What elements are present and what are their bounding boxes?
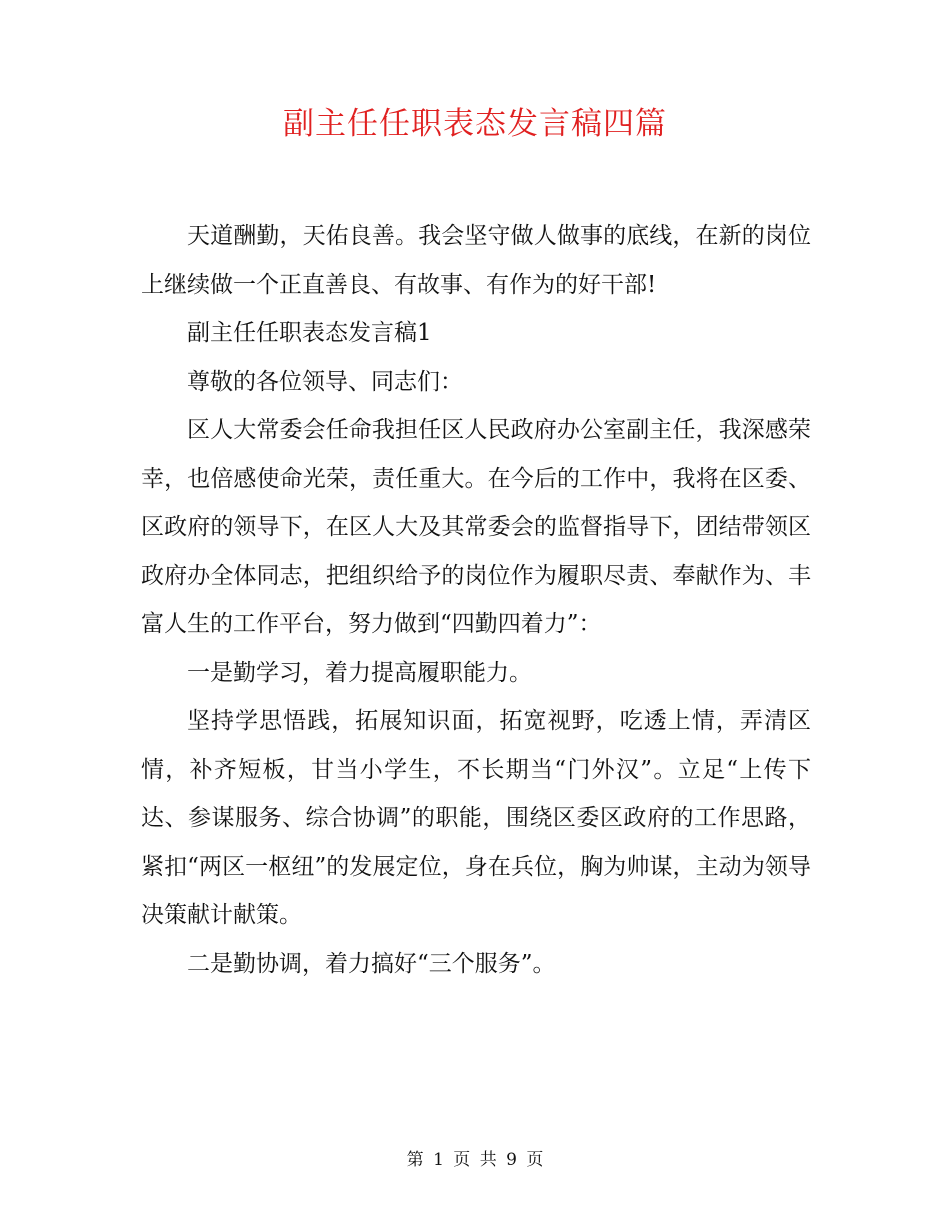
- paragraph: 天道酬勤，天佑良善。我会坚守做人做事的底线，在新的岗位上继续做一个正直善良、有故事、有作为的好干部!: [141, 223, 811, 298]
- paragraph: 区人大常委会任命我担任区人民政府办公室副主任，我深感荣幸，也倍感使命光荣，责任重大。在今后的工作中，我将在区委、区政府的领导下，在区人大及其常委会的监督指导下，团结带领区政府办全体同志，把组织给予的岗位作为履职尽责、奉献作为、丰富人生的工作平台，努力做到“四勤四着力”：: [141, 417, 811, 637]
- paragraph: 坚持学思悟践，拓展知识面，拓宽视野，吃透上情，弄清区情，补齐短板，甘当小学生，不长期当“门外汉”。立足“上传下达、参谋服务、综合协调”的职能，围绕区委区政府的工作思路，紧扣“两区一枢纽”的发展定位，身在兵位，胸为帅谋，主动为领导决策献计献策。: [141, 708, 811, 928]
- document-title: 副主任任职表态发言稿四篇: [283, 106, 667, 142]
- section-heading: 副主任任职表态发言稿1: [187, 320, 432, 346]
- point-heading: 二是勤协调，着力搞好“三个服务”。: [187, 950, 556, 977]
- point-heading: 一是勤学习，着力提高履职能力。: [187, 659, 532, 686]
- page-number-footer: 第 1 页 共 9 页: [406, 1150, 544, 1170]
- salutation: 尊敬的各位领导、同志们：: [187, 368, 463, 395]
- document-body: [141, 212, 811, 988]
